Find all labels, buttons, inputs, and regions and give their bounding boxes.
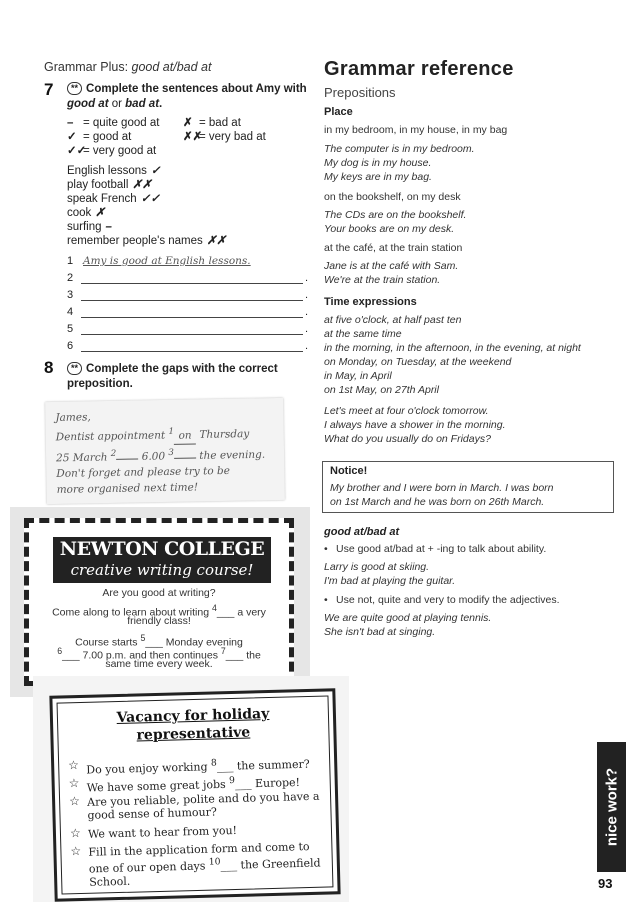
vacancy-item: ☆ Fill in the application form and come to one of our open days $^{10}$___ the Greenfield School. bbox=[70, 840, 321, 889]
time-sentence: Let's meet at four o'clock tomorrow. bbox=[324, 405, 489, 417]
time-sentence: I always have a shower in the morning. bbox=[324, 419, 506, 431]
answer-line-2[interactable]: 2 . bbox=[67, 272, 309, 284]
place-sentence: The computer is in my bedroom. bbox=[324, 143, 475, 155]
star-icon: ☆ bbox=[68, 776, 80, 791]
exercise-8-number: 8 bbox=[44, 358, 54, 377]
place-sentence: Jane is at the café with Sam. bbox=[324, 260, 459, 272]
list-item: surfing – bbox=[67, 221, 112, 233]
section-title: Prepositions bbox=[324, 85, 396, 100]
notice-text: My brother and I were born in March. I was born bbox=[330, 482, 554, 494]
list-item: cook ✗ bbox=[67, 207, 105, 219]
star-icon: ☆ bbox=[70, 844, 82, 859]
place-example-1: in my bedroom, in my house, in my bag bbox=[324, 124, 508, 136]
good-bad-heading: good at/bad at bbox=[324, 526, 400, 538]
time-line: at the same time bbox=[324, 328, 402, 340]
list-item: English lessons ✓ bbox=[67, 165, 161, 177]
ability-list bbox=[67, 164, 226, 248]
answer-line-1[interactable]: 1 Amy is good at English lessons. bbox=[67, 255, 251, 267]
good-bad-sentence: I'm bad at playing the guitar. bbox=[324, 575, 456, 587]
notice-heading: Notice! bbox=[330, 465, 368, 477]
grammar-plus-title: Grammar Plus: good at/bad at bbox=[44, 60, 212, 74]
good-bad-sentence: We are quite good at playing tennis. bbox=[324, 612, 492, 624]
rule-bullet: • Use not, quite and very to modify the adjectives. bbox=[324, 594, 560, 606]
college-banner: NEWTON COLLEGE creative writing course! bbox=[53, 537, 271, 583]
grammar-reference-title: Grammar reference bbox=[324, 58, 514, 80]
place-example-2: on the bookshelf, on my desk bbox=[324, 191, 461, 203]
college-ad: NEWTON COLLEGE creative writing course! Are you good at writing? Come along to learn about writing $^4$___ a very friendly class! Course starts $^5$___ Monday evening $^6$___ 7.00 p.m. and then continues $^7$___ the same time every week. bbox=[24, 518, 294, 686]
key-right: ✗ = bad at ✗✗= very bad at bbox=[183, 117, 266, 143]
place-sentence: The CDs are on the bookshelf. bbox=[324, 209, 467, 221]
time-line: in May, in April bbox=[324, 370, 392, 382]
time-heading: Time expressions bbox=[324, 296, 417, 308]
difficulty-badge: ** bbox=[67, 362, 82, 375]
list-item: speak French ✓✓ bbox=[67, 193, 160, 205]
vacancy-item: ☆ We want to hear from you! bbox=[69, 823, 238, 841]
place-example-3: at the café, at the train station bbox=[324, 242, 463, 254]
vacancy-ad: Vacancy for holiday representative ☆ Do you enjoy working $^8$___ the summer? ☆ We have some great jobs $^9$___ Europe! ☆ Are you reliable, polite and do you have a good sense of humour? ☆ We want to hear from you! ☆ Fill in the application form and come to one of our open days $^{10}$___ the Greenfield School. bbox=[49, 688, 340, 901]
answer-line-6[interactable]: 6 . bbox=[67, 340, 309, 352]
exercise-8-instruction: ** Complete the gaps with the correct preposition. bbox=[67, 363, 278, 390]
vacancy-item: ☆ We have some great jobs $^9$___ Europe! bbox=[68, 774, 301, 795]
answer-line-5[interactable]: 5 . bbox=[67, 323, 309, 335]
notice-text: on 1st March and he was born on 26th March. bbox=[330, 496, 545, 508]
vacancy-item: ☆ Are you reliable, polite and do you have a good sense of humour? bbox=[68, 789, 320, 822]
unit-side-tab: nice work? bbox=[597, 742, 626, 872]
place-sentence: Your books are on my desk. bbox=[324, 223, 455, 235]
time-line: at five o'clock, at half past ten bbox=[324, 314, 462, 326]
star-icon: ☆ bbox=[69, 826, 81, 841]
answer-line-4[interactable]: 4 . bbox=[67, 306, 309, 318]
time-sentence: What do you usually do on Fridays? bbox=[324, 433, 491, 445]
star-icon: ☆ bbox=[68, 794, 81, 809]
good-bad-sentence: Larry is good at skiing. bbox=[324, 561, 430, 573]
list-item: play football ✗✗ bbox=[67, 179, 152, 191]
rule-bullet: • Use good at/bad at + -ing to talk about ability. bbox=[324, 543, 547, 555]
difficulty-badge: ** bbox=[67, 82, 82, 95]
exercise-7-instruction: ** Complete the sentences about Amy with good at or bad at. bbox=[67, 83, 307, 110]
page-number: 93 bbox=[598, 876, 613, 891]
place-sentence: We're at the train station. bbox=[324, 274, 441, 286]
place-sentence: My keys are in my bag. bbox=[324, 171, 432, 183]
vacancy-item: ☆ Do you enjoy working $^8$___ the summer? bbox=[67, 757, 310, 777]
place-sentence: My dog is in my house. bbox=[324, 157, 432, 169]
exercise-7-number: 7 bbox=[44, 80, 54, 99]
key-left: – = quite good at ✓ = good at ✓✓= very good at bbox=[67, 117, 160, 157]
time-line: on Monday, on Tuesday, at the weekend bbox=[324, 356, 512, 368]
time-line: on 1st May, on 27th April bbox=[324, 384, 439, 396]
answer-line-3[interactable]: 3 . bbox=[67, 289, 309, 301]
star-icon: ☆ bbox=[67, 758, 80, 773]
dentist-note: James, Dentist appointment $^1$ on Thursday 25 March $^2$ 6.00 $^3$ the evening. Don't forget and please try to be more organised next time! bbox=[45, 398, 285, 504]
place-heading: Place bbox=[324, 106, 353, 118]
good-bad-sentence: She isn't bad at singing. bbox=[324, 626, 436, 638]
list-item: remember people's names ✗✗ bbox=[67, 235, 227, 247]
time-line: in the morning, in the afternoon, in the evening, at night bbox=[324, 342, 581, 354]
